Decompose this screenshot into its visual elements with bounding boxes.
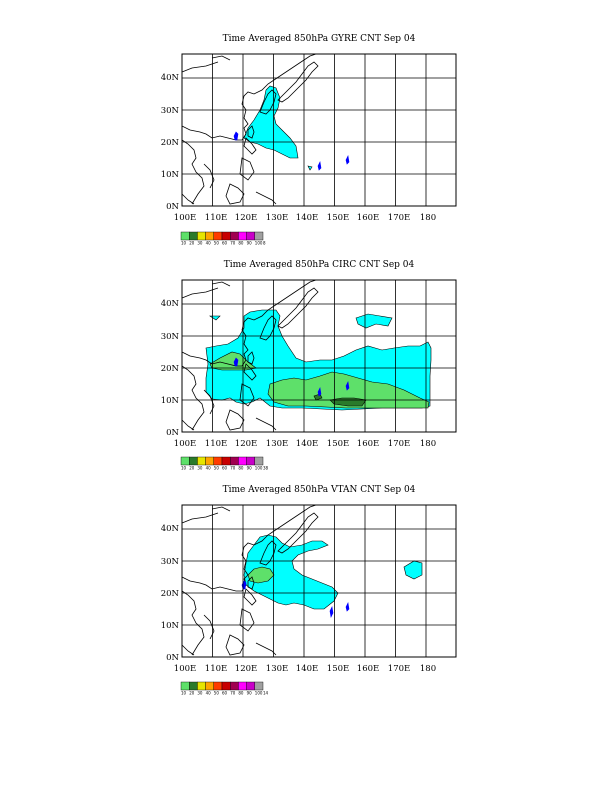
gyre-xlabel-130e: 130E xyxy=(265,213,289,223)
legend-label: 70 xyxy=(230,465,236,471)
legend-label: 30 xyxy=(197,240,203,246)
legend-label: 60 xyxy=(222,465,228,471)
legend-swatch xyxy=(181,232,189,240)
gyre-ylabel-10n: 10N xyxy=(160,170,179,180)
legend-swatch xyxy=(222,457,230,465)
legend-label: 20 xyxy=(189,690,195,696)
gyre-x-labels xyxy=(174,213,436,223)
legend-label: 10 xyxy=(181,690,187,696)
legend-swatch xyxy=(230,232,238,240)
circ-cyan-west xyxy=(210,316,220,320)
legend-swatch xyxy=(255,682,263,690)
legend-label: 90 xyxy=(246,465,252,471)
circ-ylabel-30n: 30N xyxy=(160,332,179,342)
legend-swatch xyxy=(255,232,263,240)
vtan-xlabel-120e: 120E xyxy=(234,664,258,674)
gyre-xlabel-120e: 120E xyxy=(234,213,258,223)
legend-swatch xyxy=(230,457,238,465)
circ-xlabel-180: 180 xyxy=(419,439,437,449)
legend-label: 100 xyxy=(254,465,263,471)
gyre-map xyxy=(182,54,456,206)
legend-swatch xyxy=(247,682,255,690)
legend-label: 10 xyxy=(181,240,187,246)
legend-swatch xyxy=(189,457,197,465)
vtan-y-labels xyxy=(161,524,180,663)
vtan-x-labels xyxy=(174,664,436,674)
legend-label: 50 xyxy=(213,240,219,246)
vtan-ylabel-10n: 10N xyxy=(160,621,179,631)
legend-label: 70 xyxy=(230,240,236,246)
legend-swatch xyxy=(181,457,189,465)
vtan-xlabel-150e: 150E xyxy=(326,664,350,674)
legend-label: 50 xyxy=(213,690,219,696)
legend-swatch xyxy=(238,682,246,690)
vtan-cyan-east xyxy=(404,561,422,579)
vtan-xlabel-130e: 130E xyxy=(265,664,289,674)
circ-ylabel-0n: 0N xyxy=(166,428,179,438)
vtan-ylabel-20n: 20N xyxy=(160,589,179,599)
vtan-ylabel-30n: 30N xyxy=(160,557,179,567)
circ-y-labels xyxy=(161,299,180,438)
legend-label: 100 xyxy=(254,240,263,246)
legend-swatch xyxy=(222,232,230,240)
gyre-ylabel-30n: 30N xyxy=(160,106,179,116)
circ-xlabel-100e: 100E xyxy=(173,439,197,449)
gyre-xlabel-140e: 140E xyxy=(295,213,319,223)
legend-swatch xyxy=(181,682,189,690)
legend-swatch xyxy=(189,232,197,240)
legend-label: 80 xyxy=(238,690,244,696)
gyre-cyan-tip xyxy=(308,166,312,170)
vtan-ylabel-40n: 40N xyxy=(160,524,179,534)
circ-xlabel-150e: 150E xyxy=(326,439,350,449)
legend-swatch xyxy=(197,457,205,465)
circ-xlabel-170e: 170E xyxy=(387,439,411,449)
gyre-ylabel-20n: 20N xyxy=(160,138,179,148)
legend-swatch xyxy=(206,232,214,240)
circ-x-labels xyxy=(174,439,436,449)
vtan-xlabel-160e: 160E xyxy=(356,664,380,674)
legend-swatch xyxy=(189,682,197,690)
legend-label: 30 xyxy=(197,690,203,696)
vtan-map xyxy=(182,505,456,657)
gyre-y-labels xyxy=(161,73,180,212)
legend-swatch xyxy=(247,457,255,465)
vtan-xlabel-180: 180 xyxy=(419,664,437,674)
gyre-color-legend xyxy=(181,232,266,246)
vtan-panel-title: Time Averaged 850hPa VTAN CNT Sep 04 xyxy=(222,485,416,495)
legend-label: 60 xyxy=(222,240,228,246)
legend-swatch xyxy=(238,232,246,240)
legend-swatch xyxy=(206,682,214,690)
circ-color-legend xyxy=(181,457,269,471)
legend-label: 10 xyxy=(181,465,187,471)
gyre-xlabel-180: 180 xyxy=(419,213,437,223)
legend-label: 40 xyxy=(205,240,211,246)
circ-ylabel-10n: 10N xyxy=(160,396,179,406)
vtan-xlabel-170e: 170E xyxy=(387,664,411,674)
gyre-xlabel-110e: 110E xyxy=(204,213,228,223)
legend-swatch xyxy=(197,232,205,240)
gyre-xlabel-170e: 170E xyxy=(387,213,411,223)
legend-swatch xyxy=(247,232,255,240)
legend-swatch xyxy=(255,457,263,465)
gyre-ylabel-0n: 0N xyxy=(166,202,179,212)
legend-label: 80 xyxy=(238,240,244,246)
legend-swatch xyxy=(238,457,246,465)
circ-xlabel-160e: 160E xyxy=(356,439,380,449)
legend-label: 30 xyxy=(197,465,203,471)
circ-xlabel-120e: 120E xyxy=(234,439,258,449)
legend-label: 60 xyxy=(222,690,228,696)
legend-swatch xyxy=(214,457,222,465)
legend-label: 80 xyxy=(238,465,244,471)
legend-label: 90 xyxy=(246,690,252,696)
legend-label: 50 xyxy=(213,465,219,471)
circ-cyan-north xyxy=(356,314,392,328)
vtan-xlabel-100e: 100E xyxy=(173,664,197,674)
vtan-xlabel-140e: 140E xyxy=(295,664,319,674)
circ-panel xyxy=(161,260,456,471)
circ-ylabel-40n: 40N xyxy=(160,299,179,309)
vtan-panel xyxy=(161,485,456,696)
gyre-panel xyxy=(161,34,456,246)
legend-swatch xyxy=(214,232,222,240)
gyre-ylabel-40n: 40N xyxy=(160,73,179,83)
legend-label: 40 xyxy=(205,465,211,471)
gyre-xlabel-150e: 150E xyxy=(326,213,350,223)
circ-panel-title: Time Averaged 850hPa CIRC CNT Sep 04 xyxy=(223,260,415,270)
legend-label: 38 xyxy=(263,465,269,471)
gyre-xlabel-100e: 100E xyxy=(173,213,197,223)
gyre-cyan-region xyxy=(244,86,298,158)
legend-swatch xyxy=(222,682,230,690)
legend-swatch xyxy=(197,682,205,690)
legend-label: 70 xyxy=(230,690,236,696)
circ-ylabel-20n: 20N xyxy=(160,364,179,374)
gyre-xlabel-160e: 160E xyxy=(356,213,380,223)
vtan-map-frame xyxy=(182,505,456,657)
gyre-panel-title: Time Averaged 850hPa GYRE CNT Sep 04 xyxy=(222,34,416,44)
legend-swatch xyxy=(214,682,222,690)
vtan-ylabel-0n: 0N xyxy=(166,653,179,663)
legend-label: 90 xyxy=(246,240,252,246)
circ-xlabel-110e: 110E xyxy=(204,439,228,449)
legend-swatch xyxy=(206,457,214,465)
circ-xlabel-130e: 130E xyxy=(265,439,289,449)
circ-xlabel-140e: 140E xyxy=(295,439,319,449)
vtan-grid xyxy=(182,505,456,657)
legend-label: 20 xyxy=(189,240,195,246)
circ-map xyxy=(182,280,456,432)
vtan-xlabel-110e: 110E xyxy=(204,664,228,674)
gyre-grid xyxy=(182,54,456,206)
legend-label: 20 xyxy=(189,465,195,471)
legend-label: 100 xyxy=(254,690,263,696)
gyre-map-frame xyxy=(182,54,456,206)
vtan-color-legend xyxy=(181,682,269,696)
legend-label: 40 xyxy=(205,690,211,696)
legend-label: 8 xyxy=(263,240,266,246)
legend-label: 14 xyxy=(263,690,269,696)
legend-swatch xyxy=(230,682,238,690)
